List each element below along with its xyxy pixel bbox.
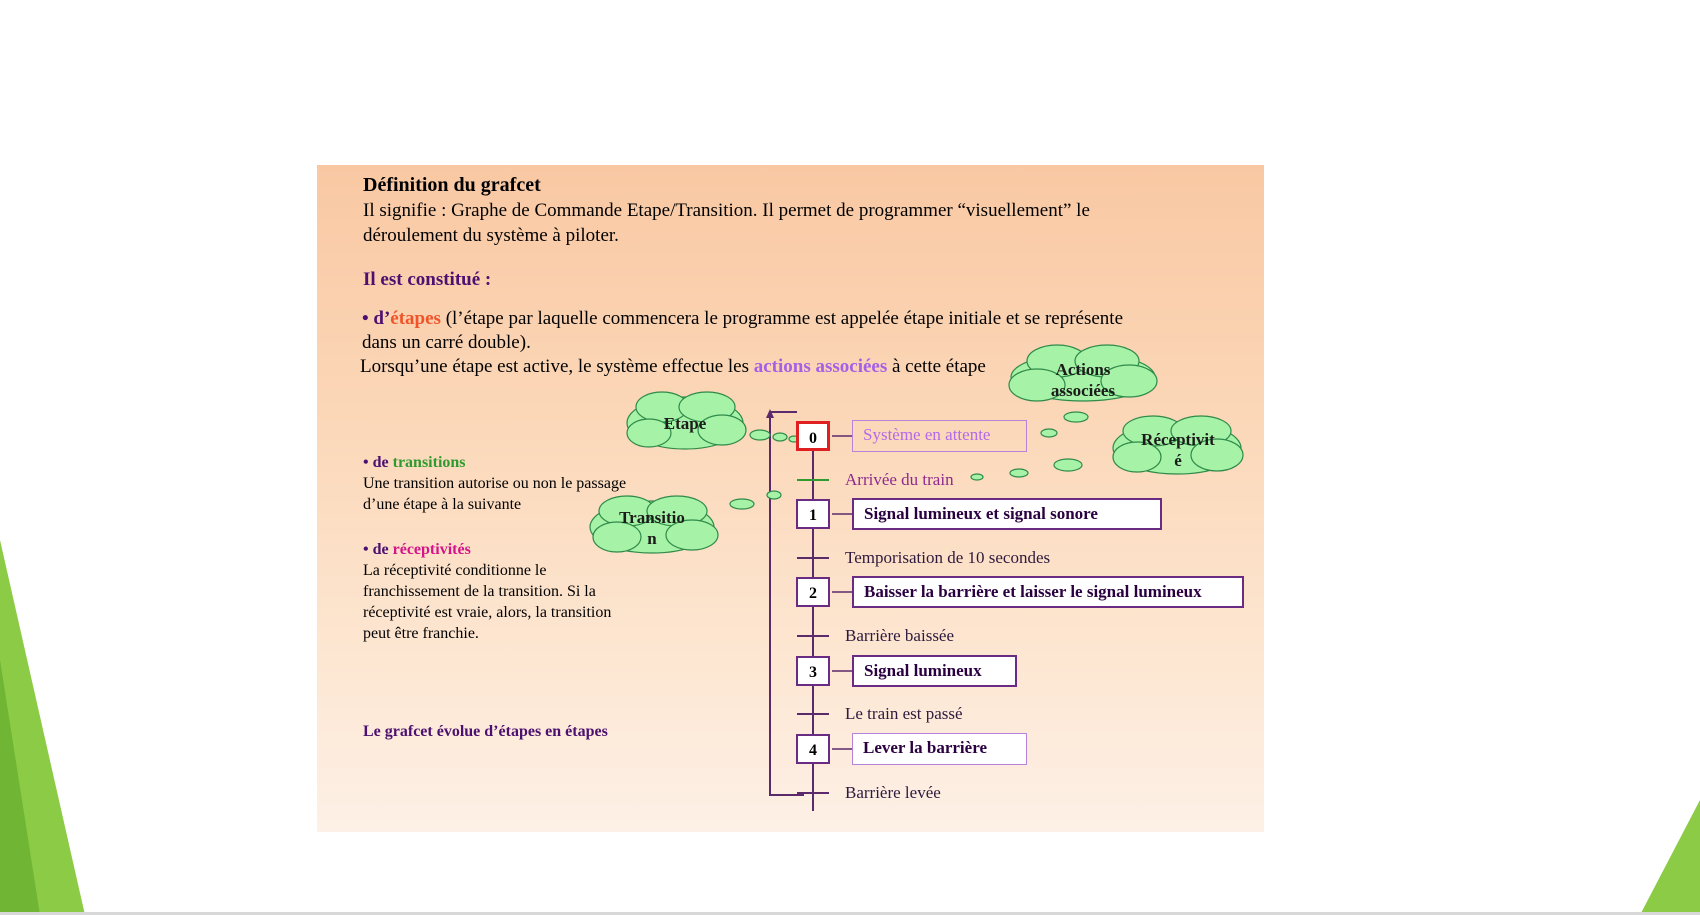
cloud-actions-line-1: Actions xyxy=(1055,360,1111,379)
cloud-label-actions xyxy=(1013,359,1153,401)
cloud-actions-line-2: associées xyxy=(1050,381,1116,400)
constitue-heading: Il est constitué : xyxy=(363,269,492,290)
action-2: Baisser la barrière et laisser le signal lumineux xyxy=(852,576,1244,608)
step-4-box: 4 xyxy=(796,734,830,764)
action-3: Signal lumineux xyxy=(852,655,1017,687)
cloud-transition-line-1: Transitio xyxy=(619,508,685,527)
etapes-keyword: étapes xyxy=(390,308,441,329)
action-1: Signal lumineux et signal sonore xyxy=(852,498,1162,530)
step-0-box: 0 xyxy=(796,421,830,451)
cloud-receptivite-line-1: Réceptivit xyxy=(1141,430,1215,449)
receptivity-1: Temporisation de 10 secondes xyxy=(845,548,1051,567)
cloud-transition-line-2: n xyxy=(647,529,657,548)
evolue-text: Le grafcet évolue d’étapes en étapes xyxy=(363,723,608,740)
receptivity-0: Arrivée du train xyxy=(845,470,954,489)
receptivites-line-4: peut être franchie. xyxy=(363,625,479,642)
cloud-receptivite-line-2: é xyxy=(1174,451,1182,470)
receptivites-bullet: • de xyxy=(363,541,393,558)
receptivity-4: Barrière levée xyxy=(845,783,941,802)
etapes-line-2: dans un carré double). xyxy=(362,332,531,353)
step-2-box: 2 xyxy=(796,577,830,607)
actions-associees-keyword: actions associées xyxy=(753,356,888,377)
etapes-line-3-start: Lorsqu’une étape est active, le système effectue les xyxy=(360,356,754,377)
transitions-line-1: Une transition autorise ou non le passage xyxy=(363,475,627,492)
receptivites-line-1: La réceptivité conditionne le xyxy=(363,562,547,579)
receptivites-keyword: réceptivités xyxy=(392,541,471,558)
slide-title: Définition du grafcet xyxy=(363,174,541,196)
etapes-line-3-end: à cette étape xyxy=(887,356,986,377)
cloud-label-etape: Etape xyxy=(663,414,707,433)
green-corner-decoration-left xyxy=(0,0,120,915)
transitions-line-2: d’une étape à la suivante xyxy=(363,496,522,513)
step-3-box: 3 xyxy=(796,656,830,686)
definition-line-2: déroulement du système à piloter. xyxy=(363,225,619,246)
receptivites-line-2: franchissement de la transition. Si la xyxy=(363,583,596,600)
definition-line-1: Il signifie : Graphe de Commande Etape/Transition. Il permet de programmer “visuellement” le xyxy=(363,200,1090,221)
transitions-keyword: transitions xyxy=(392,454,466,471)
cloud-label-transition xyxy=(589,507,715,549)
action-0: Système en attente xyxy=(852,420,1027,452)
etapes-bullet: • d’ xyxy=(362,308,391,329)
etapes-text: (l’étape par laquelle commencera le programme est appelée étape initiale et se représente xyxy=(440,308,1124,329)
action-4: Lever la barrière xyxy=(852,733,1027,765)
receptivity-3: Le train est passé xyxy=(845,704,963,723)
green-corner-decoration-right xyxy=(1620,0,1700,915)
receptivites-line-3: réceptivité est vraie, alors, la transition xyxy=(363,604,612,621)
transitions-bullet: • de xyxy=(363,454,393,471)
grafcet-slide-image xyxy=(317,165,1264,832)
loop-arrow xyxy=(766,409,774,418)
cloud-label-receptivite xyxy=(1113,429,1243,471)
receptivity-2: Barrière baissée xyxy=(845,626,955,645)
step-1-box: 1 xyxy=(796,499,830,529)
